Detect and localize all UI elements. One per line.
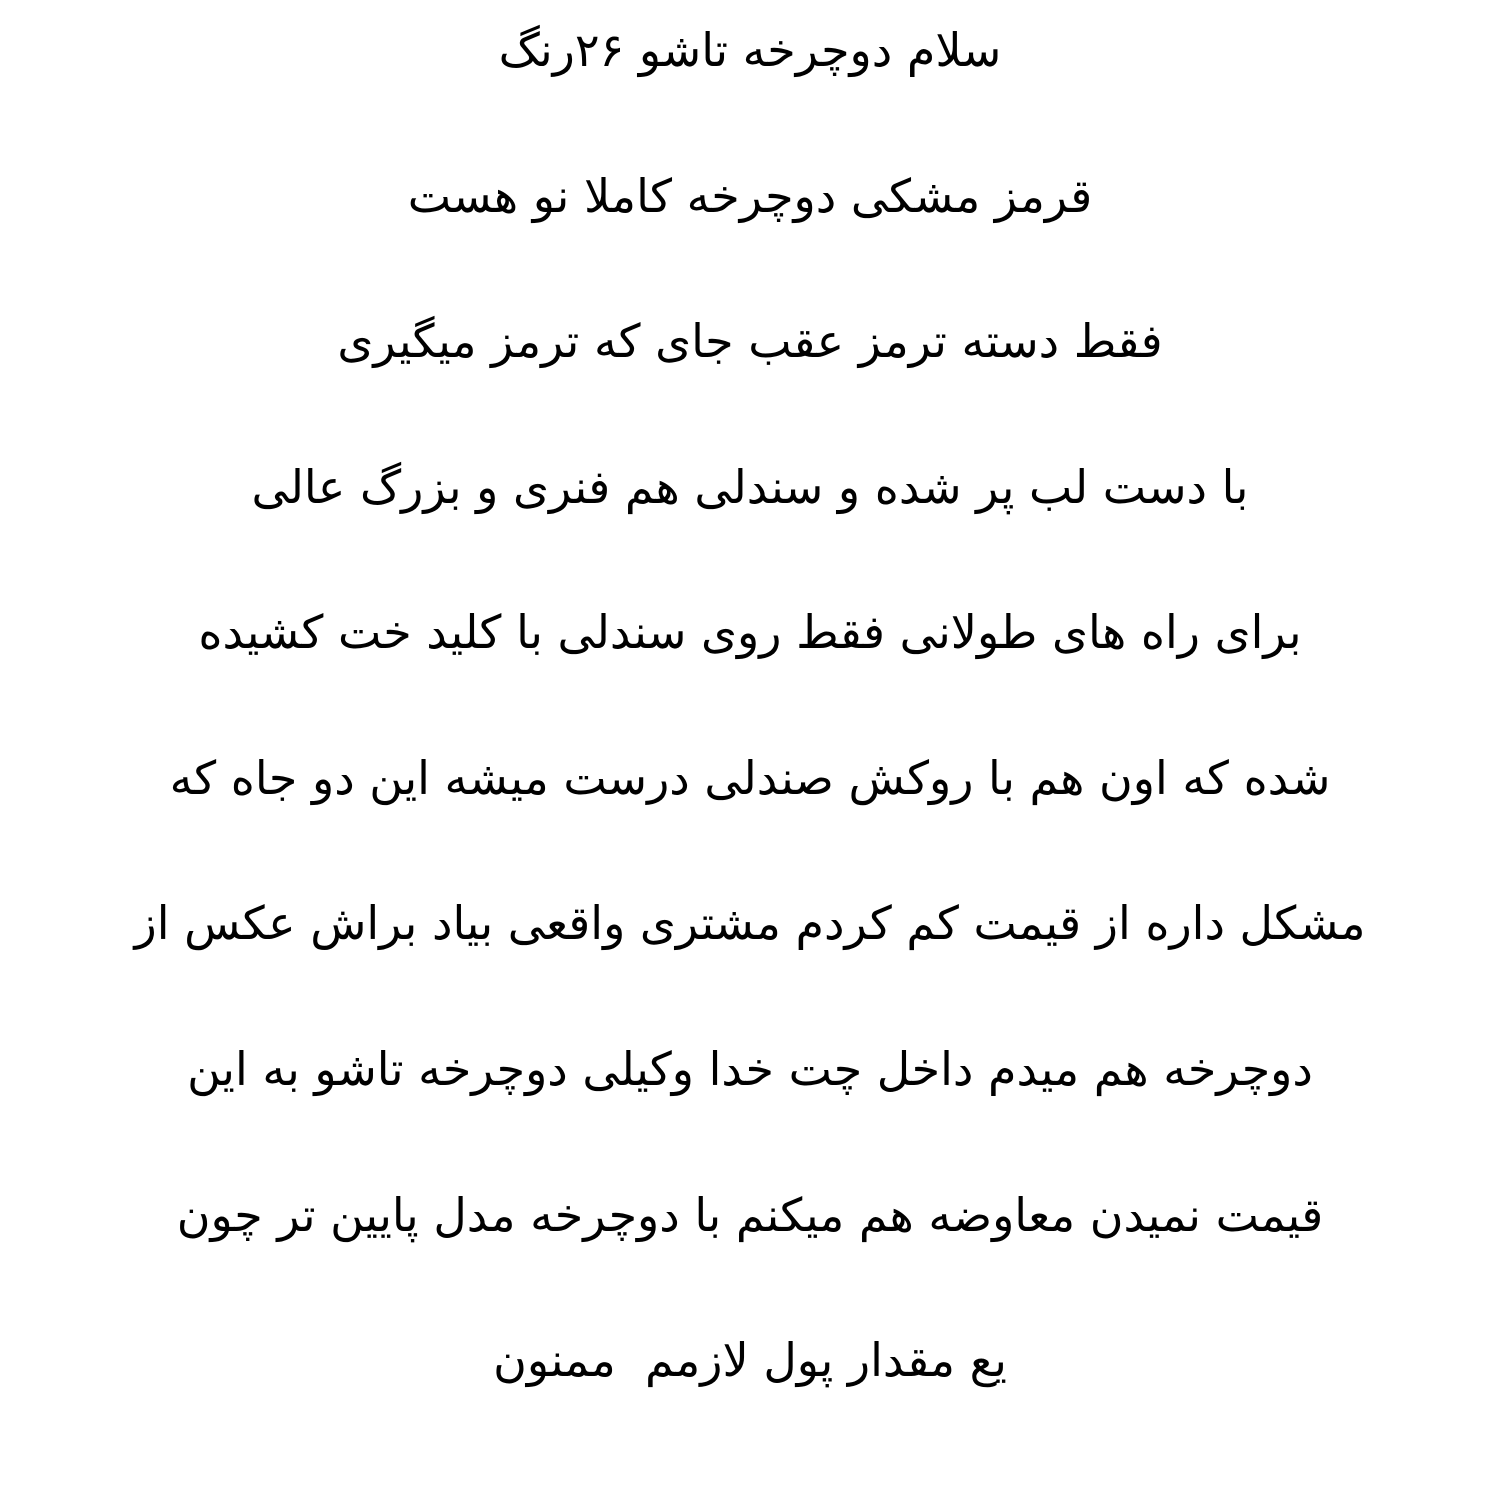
text-line-5: برای راه های طولانی فقط روی سندلی با کلید خت کشیده — [198, 605, 1302, 659]
text-line-9: قیمت نمیدن معاوضه هم میکنم با دوچرخه مدل پایین تر چون — [176, 1188, 1324, 1242]
text-line-4: با دست لب پر شده و سندلی هم فنری و بزرگ عالی — [251, 460, 1249, 514]
text-line-2: قرمز مشکی دوچرخه کاملا نو هست — [407, 169, 1093, 223]
text-line-6: شده که اون هم با روکش صندلی درست میشه این دو جاه که — [169, 751, 1331, 805]
text-line-8: دوچرخه هم میدم داخل چت خدا وکیلی دوچرخه تاشو به این — [187, 1042, 1313, 1096]
text-line-10: یع مقدار پول لازمم ممنون — [493, 1333, 1007, 1387]
text-line-3: فقط دسته ترمز عقب جای که ترمز میگیری — [337, 314, 1163, 368]
text-line-7: مشکل داره از قیمت کم کردم مشتری واقعی بیاد براش عکس از — [134, 896, 1366, 950]
text-line-1: سلام دوچرخه تاشو ۲۶رنگ — [498, 23, 1002, 77]
